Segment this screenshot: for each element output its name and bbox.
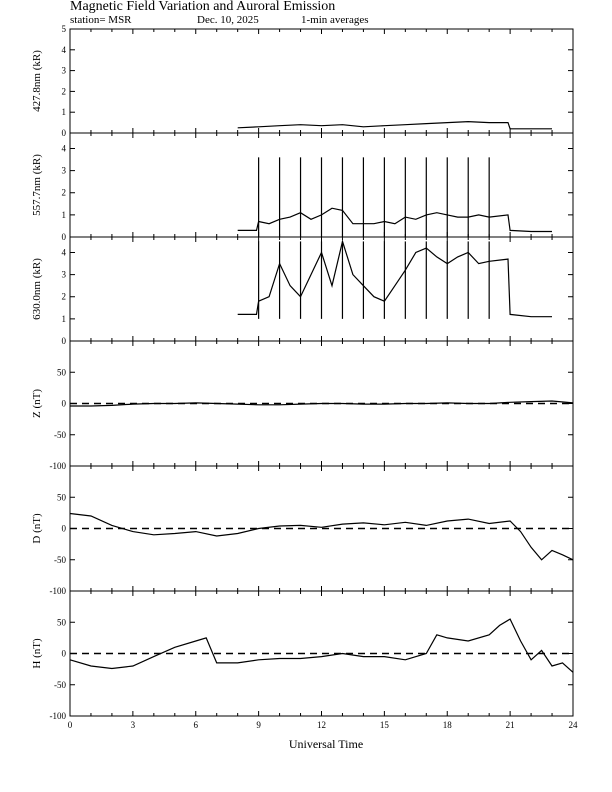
y-tick-label: 50 (57, 367, 66, 378)
y-axis-label: Z (nT) (31, 388, 43, 419)
series-line (238, 241, 552, 316)
station-label: station= MSR (70, 14, 132, 26)
series-line (238, 208, 552, 231)
y-tick-label: 0 (61, 336, 66, 346)
y-tick-label: 3 (61, 269, 66, 280)
y-tick-label: 5 (61, 24, 66, 34)
y-axis-label: 557.7nm (kR) (31, 154, 43, 216)
series-line (70, 514, 573, 560)
x-tick-label: 18 (442, 720, 452, 730)
y-tick-label: 0 (61, 648, 66, 659)
panel-frame (70, 29, 573, 133)
x-tick-label: 3 (130, 720, 136, 730)
y-axis-label: H (nT) (31, 638, 43, 669)
y-tick-label: 1 (61, 107, 66, 118)
y-tick-label: 4 (61, 44, 66, 55)
y-tick-label: 4 (61, 143, 66, 154)
y-tick-label: 50 (57, 492, 66, 503)
series-line (238, 122, 552, 129)
x-tick-label: 9 (256, 720, 261, 730)
x-tick-label: 12 (317, 720, 326, 730)
y-tick-label: -100 (49, 461, 66, 471)
y-tick-label: 0 (61, 232, 66, 242)
y-tick-label: 50 (57, 617, 66, 628)
chart-panels (31, 24, 578, 730)
y-axis-label: D (nT) (31, 513, 43, 544)
y-tick-label: -100 (49, 711, 66, 721)
series-line (70, 619, 573, 672)
x-tick-label: 0 (67, 720, 73, 730)
y-tick-label: 1 (61, 209, 66, 220)
x-tick-label: 15 (379, 720, 389, 730)
y-axis-label: 630.0nm (kR) (31, 258, 43, 320)
date-label: Dec. 10, 2025 (197, 14, 259, 26)
x-tick-label: 24 (568, 720, 578, 730)
y-tick-label: 2 (61, 187, 66, 198)
y-tick-label: 1 (61, 313, 66, 324)
y-tick-label: 3 (61, 165, 66, 176)
y-tick-label: 0 (61, 523, 66, 534)
y-tick-label: 4 (61, 247, 66, 258)
y-tick-label: 2 (61, 86, 66, 97)
x-tick-label: 6 (193, 720, 198, 730)
y-tick-label: 0 (61, 128, 66, 138)
y-tick-label: 0 (61, 398, 66, 409)
series-line (70, 401, 573, 406)
x-tick-label: 21 (505, 720, 515, 730)
y-tick-label: 2 (61, 291, 66, 302)
chart-title: Magnetic Field Variation and Auroral Emission (70, 0, 336, 14)
y-tick-label: 3 (61, 65, 66, 76)
y-tick-label: -50 (54, 554, 66, 565)
y-tick-label: -50 (54, 679, 66, 690)
y-tick-label: -100 (49, 586, 66, 596)
y-tick-label: -50 (54, 429, 66, 440)
x-axis-label: Universal Time (288, 737, 364, 751)
averaging-label: 1-min averages (301, 14, 369, 26)
y-axis-label: 427.8nm (kR) (31, 50, 43, 112)
